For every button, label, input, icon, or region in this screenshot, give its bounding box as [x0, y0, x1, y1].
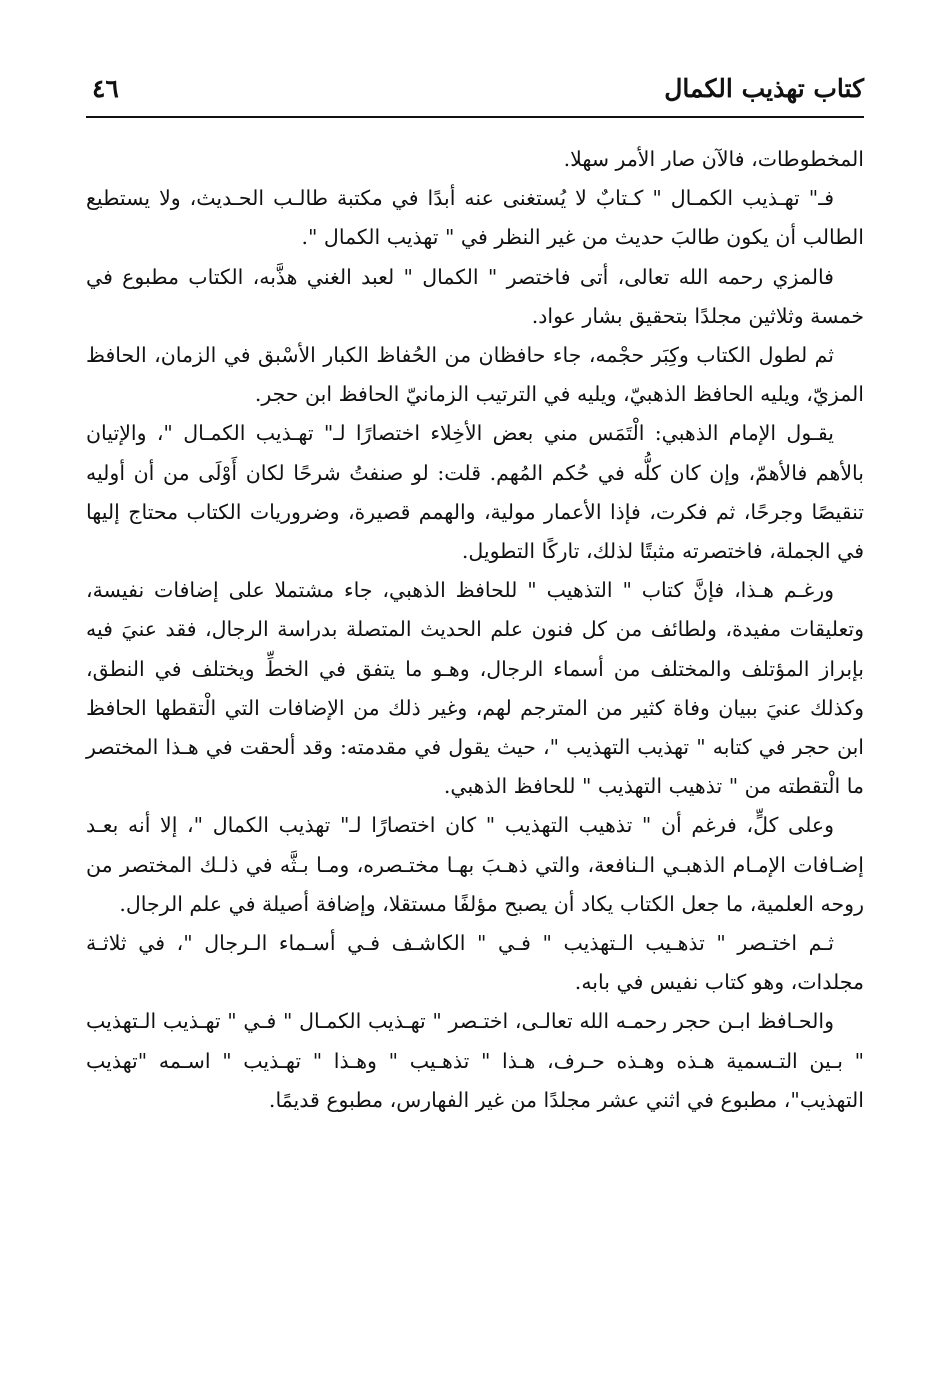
paragraph: ورغـم هـذا، فإنَّ كتاب " التذهيب " للحافظ الذهبي، جاء مشتملا على إضافات نفيسة، وتعليقات مفيدة، ولطائف من كل فنون علم الحديث المتصلة بدراسة الرجال، فقد عنيَ فيه بإبراز المؤتلف والمختلف من أسماء الرجال، وهـو ما يتفق في الخطِّ ويختلف في النطق، وكذلك عنيَ ببيان وفاة كثير من المترجم لهم، وغير ذلك من الإضافات التي الْتقطها الحافظ ابن حجر في كتابه " تهذيب التهذيب "، حيث يقول في مقدمته: وقد ألحقت في هـذا المختصر ما الْتقطته من " تذهيب التهذيب " للحافظ الذهبي. — [86, 578, 864, 799]
paragraph: يقـول الإمام الذهبي: الْتَمَس مني بعض الأخِلاء اختصارًا لـ" تهـذيب الكمـال "، والإتيان بالأهم فالأهمّ، وإن كان كلُّه في حُكم المُهم. قلت: لو صنفتُ شرحًا لكان أَوْلَى من أن أوليه تنقيصًا وجرحًا، ثم فكرت، فإذا الأعمار مولية، والهمم قصيرة، وضروريات الكتاب محتاج إليها في الجملة، فاختصرته مثبتًا لذلك، تاركًا التطويل. — [86, 421, 864, 564]
page-number: ٤٦ — [92, 74, 119, 103]
body-text — [86, 140, 864, 1120]
book-page — [86, 60, 864, 1350]
paragraph: فـ" تهـذيب الكمـال " كـتابٌ لا يُستغنى عنه أبدًا في مكتبة طالـب الحـديث، ولا يستطيع الطالب أن يكون طالبَ حديث من غير النظر في " تهذيب الكمال ". — [86, 186, 864, 250]
paragraph: المخطوطات، فالآن صار الأمر سهلا. — [563, 147, 864, 171]
running-header — [86, 60, 864, 118]
paragraph: ثـم اختـصر " تذهـيب الـتهذيب " فـي " الكاشـف فـي أسـماء الـرجال "، في ثلاثـة مجلدات، وهو كتاب نفيس في بابه. — [86, 931, 864, 995]
paragraph: ثم لطول الكتاب وكِبَر حجْمه، جاء حافظان من الحُفاظ الكبار الأسْبق في الزمان، الحافظ المزيّ، ويليه الحافظ الذهبيّ، ويليه في الترتيب الزمانيّ الحافظ ابن حجر. — [86, 343, 864, 407]
running-title: كتاب تهذيب الكمال — [664, 74, 864, 103]
paragraph: والحـافظ ابـن حجر رحمـه الله تعالـى، اختـصر " تهـذيب الكمـال " فـي " تهـذيب الـتهذيب " بـين التـسمية هـذه وهـذه حـرف، هـذا " تذهـيب " وهـذا " تهـذيب " اسـمه "تهذيب التهذيب"، مطبوع في اثني عشر مجلدًا من غير الفهارس، مطبوع قديمًا. — [86, 1009, 864, 1112]
paragraph: فالمزي رحمه الله تعالى، أتى فاختصر " الكمال " لعبد الغني هذَّبه، الكتاب مطبوع في خمسة وثلاثين مجلدًا بتحقيق بشار عواد. — [86, 264, 864, 328]
paragraph: وعلى كلٍّ، فرغم أن " تذهيب التهذيب " كان اختصارًا لـ" تهذيب الكمال "، إلا أنه بعـد إضـافات الإمـام الذهبـي الـنافعة، والتي ذهـبَ بهـا مختـصره، ومـا بـثَّه في ذلـك المختصر من روحه العلمية، ما جعل الكتاب يكاد أن يصبح مؤلفًا مستقلا، وإضافة أصيلة في علم الرجال. — [86, 813, 864, 916]
